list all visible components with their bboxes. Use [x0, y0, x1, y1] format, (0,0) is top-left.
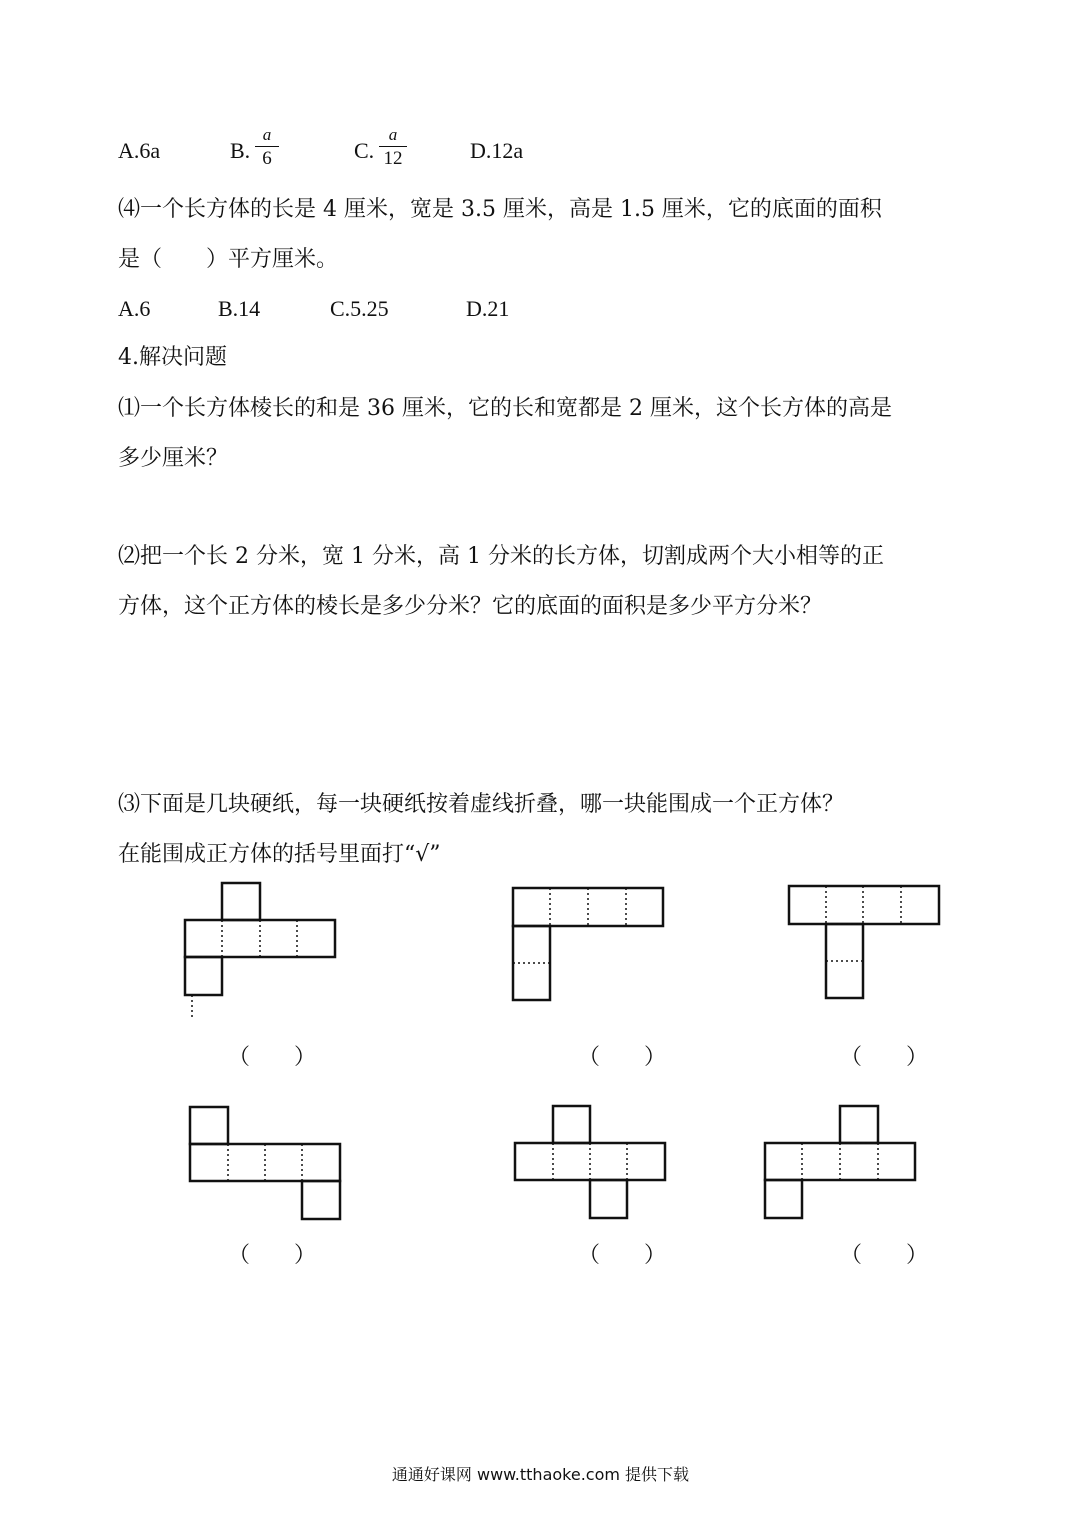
fraction-numerator: a	[388, 125, 398, 144]
answer-blank-6[interactable]: （ ）	[840, 1243, 929, 1268]
fraction-denominator: 12	[383, 148, 403, 169]
q4-option-c: C.5.25	[330, 296, 389, 321]
problem-3-line-2: 在能围成正方体的括号里面打“√”	[118, 842, 441, 867]
problem-2-line-1: ⑵把一个长 2 分米，宽 1 分米，高 1 分米的长方体，切割成两个大小相等的正	[118, 544, 884, 569]
q4-option-d: D.21	[466, 296, 510, 321]
cube-net-4	[190, 1107, 340, 1219]
section-heading: 4.解决问题	[118, 345, 227, 370]
answer-blank-2[interactable]: （ ）	[578, 1045, 667, 1070]
problem-1-line-1: ⑴一个长方体棱长的和是 36 厘米，它的长和宽都是 2 厘米，这个长方体的高是	[118, 396, 892, 421]
option-d: D.12a	[470, 138, 524, 163]
q4-option-b: B.14	[218, 296, 261, 321]
option-a: A.6a	[118, 138, 161, 163]
cube-net-3	[789, 886, 939, 998]
question-4-line-1: ⑷一个长方体的长是 4 厘米，宽是 3.5 厘米，高是 1.5 厘米，它的底面的面积	[118, 197, 882, 222]
cube-net-2	[513, 888, 663, 1000]
cube-net-1	[185, 883, 335, 1020]
answer-blank-1[interactable]: （ ）	[228, 1045, 317, 1070]
cube-net-5	[515, 1106, 665, 1218]
footer-credit: 通通好课网 www.tthaoke.com 提供下载	[391, 1465, 690, 1484]
problem-3-line-1: ⑶下面是几块硬纸，每一块硬纸按着虚线折叠，哪一块能围成一个正方体？	[118, 792, 845, 817]
answer-blank-3[interactable]: （ ）	[840, 1045, 929, 1070]
problem-1-line-2: 多少厘米？	[118, 446, 229, 471]
q4-option-a: A.6	[118, 296, 151, 321]
fraction-numerator: a	[262, 125, 272, 144]
fraction-denominator: 6	[262, 148, 272, 169]
answer-blank-5[interactable]: （ ）	[578, 1243, 667, 1268]
answer-blank-4[interactable]: （ ）	[228, 1243, 317, 1268]
cube-net-6	[765, 1106, 915, 1218]
problem-2-line-2: 方体，这个正方体的棱长是多少分米？它的底面的面积是多少平方分米？	[118, 594, 823, 619]
option-b-label: B.	[230, 138, 251, 163]
question-4-line-2: 是（ ）平方厘米。	[118, 247, 339, 272]
option-c-label: C.	[354, 138, 375, 163]
